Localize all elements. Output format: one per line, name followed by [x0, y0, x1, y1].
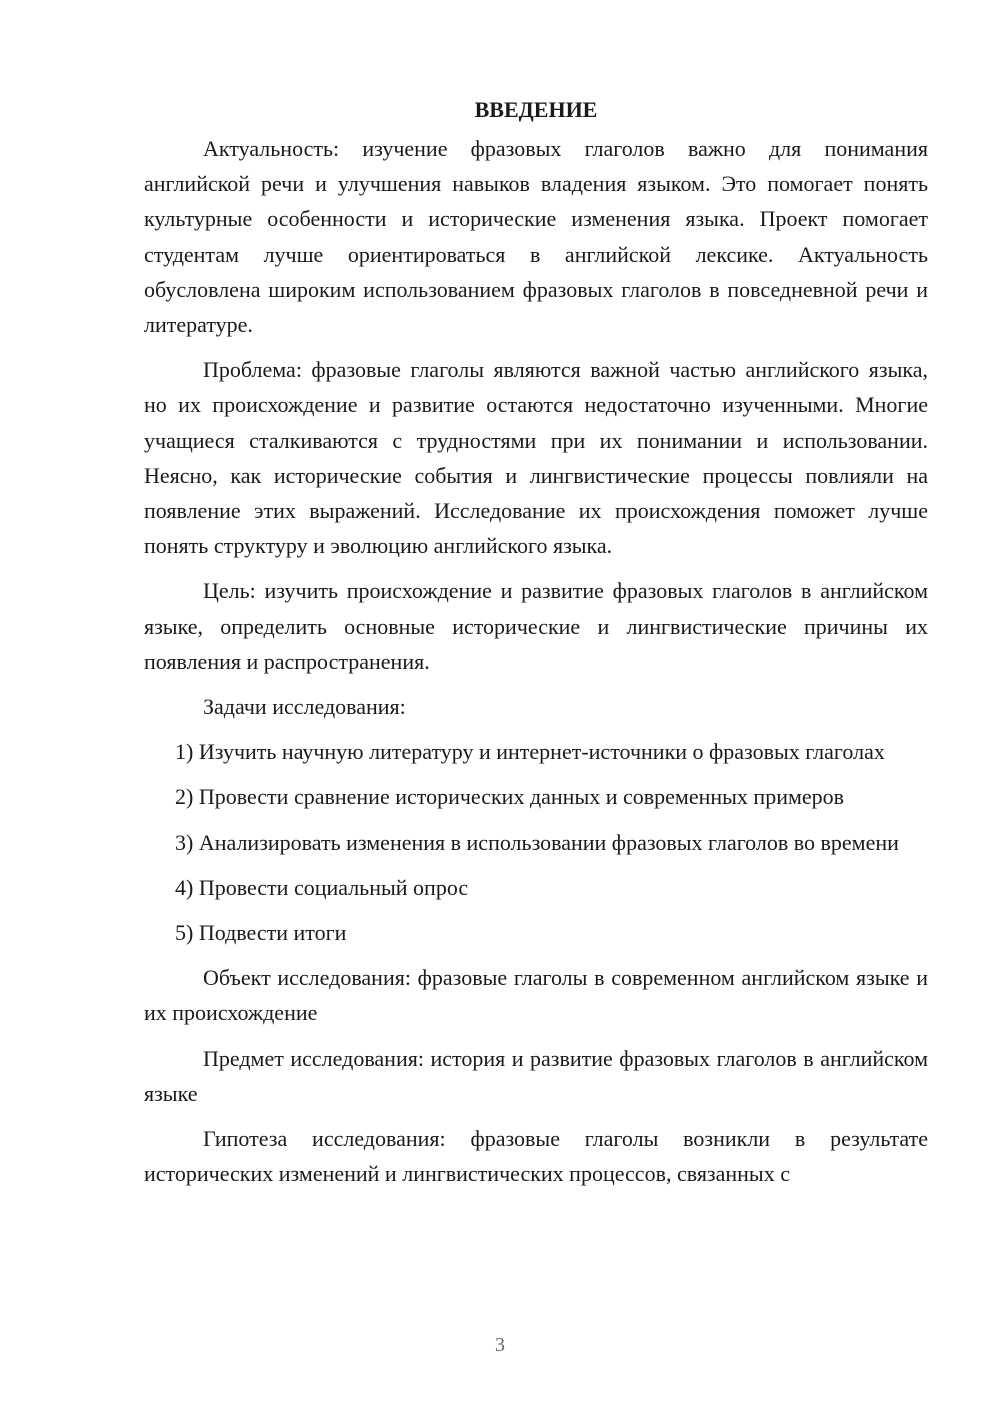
paragraph-hypothesis: Гипотеза исследования: фразовые глаголы возникли в результате исторических изменений и лингвистических процессов, связанных с: [144, 1126, 928, 1187]
paragraph-relevance: Актуальность: изучение фразовых глаголов важно для понимания английской речи и улучшения навыков владения языком. Это помогает понять культурные особенности и исторические изменения языка. Проект помогает студентам лучше ориентироваться в английской лексике. Актуальность обусловлена широким использованием фразовых глаголов в повседневной речи и литературе.: [144, 136, 928, 338]
task-item-1: 1) Изучить научную литературу и интернет-источники о фразовых глаголах: [175, 739, 885, 765]
paragraph-subject: Предмет исследования: история и развитие фразовых глаголов в английском языке: [144, 1045, 928, 1106]
task-item-5: 5) Подвести итоги: [175, 920, 347, 946]
task-item-2: 2) Провести сравнение исторических данных и современных примеров: [175, 784, 845, 810]
task-item-3: 3) Анализировать изменения в использовании фразовых глаголов во времени: [175, 829, 899, 855]
paragraph-goal: Цель: изучить происхождение и развитие фразовых глаголов в английском языке, определить основные исторические и лингвистические причины их появления и распространения.: [144, 578, 928, 674]
page-title: ВВЕДЕНИЕ: [474, 97, 598, 122]
document-page: [144, 92, 928, 1201]
paragraph-object: Объект исследования: фразовые глаголы в современном английском языке и их происхождение: [144, 965, 928, 1026]
paragraph-problem: Проблема: фразовые глаголы являются важной частью английского языка, но их происхождение и развитие остаются недостаточно изученными. Многие учащиеся сталкиваются с трудностями при их понимании и использовании. Неясно, как исторические события и лингвистические процессы повлияли на появление этих выражений. Исследование их происхождения поможет лучше понять структуру и эволюцию английского языка.: [144, 357, 928, 559]
tasks-heading: Задачи исследования:: [203, 694, 406, 720]
page-number: 3: [495, 1334, 505, 1356]
task-item-4: 4) Провести социальный опрос: [175, 874, 469, 900]
